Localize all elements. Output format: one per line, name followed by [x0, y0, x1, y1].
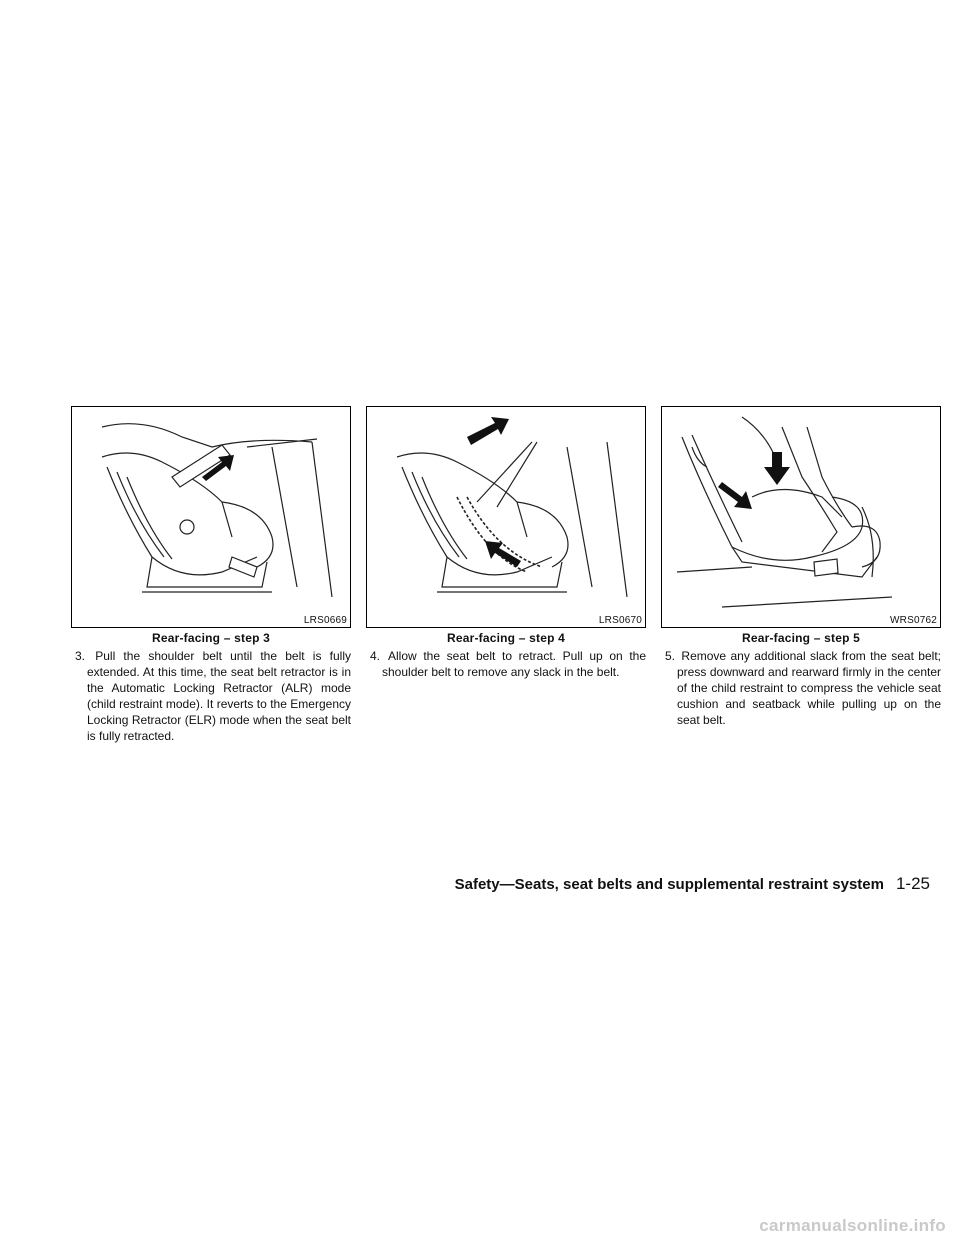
figure-caption: Rear-facing – step 3 — [151, 631, 271, 645]
figure-caption: Rear-facing – step 4 — [446, 631, 566, 645]
figure-rear-facing-step-5 — [661, 406, 941, 628]
step-number: 3. — [75, 649, 86, 663]
arrow-down-icon — [764, 452, 790, 485]
footer-section-title: Safety—Seats, seat belts and supplemental restraint system — [454, 876, 884, 893]
figure-code: LRS0669 — [303, 615, 347, 626]
arrow-up-icon — [467, 417, 509, 445]
step-3-column — [71, 406, 351, 744]
watermark: carmanualsonline.info — [759, 1216, 946, 1235]
figure-rear-facing-step-4 — [366, 406, 646, 628]
step-body: Allow the seat belt to retract. Pull up on the shoulder belt to remove any slack in the belt. — [382, 649, 646, 679]
child-seat-illustration-step-3 — [72, 407, 350, 627]
step-body: Pull the shoulder belt until the belt is fully extended. At this time, the seat belt retractor is in the Automatic Locking Retractor (ALR) mode (child restraint mode). It reverts to the Emergency Locking Retractor (ELR) mode when the seat belt is fully retracted. — [87, 649, 351, 743]
child-seat-illustration-step-5 — [662, 407, 940, 627]
step-3-text — [71, 648, 351, 744]
page-number: 1-25 — [895, 874, 930, 893]
child-seat-illustration-step-4 — [367, 407, 645, 627]
figure-code: WRS0762 — [890, 615, 937, 626]
step-number: 4. — [370, 649, 381, 663]
step-5-column — [661, 406, 941, 728]
figure-code: LRS0670 — [598, 615, 642, 626]
step-4-text — [366, 648, 646, 680]
step-4-column — [366, 406, 646, 680]
figure-caption: Rear-facing – step 5 — [741, 631, 861, 645]
figure-rear-facing-step-3 — [71, 406, 351, 628]
page-footer — [455, 874, 930, 894]
step-body: Remove any additional slack from the seat belt; press downward and rearward firmly in the center of the child restraint to compress the vehicle seat cushion and seatback while pulling up on the seat belt. — [677, 649, 941, 727]
arrow-down-icon — [718, 482, 752, 509]
step-5-text — [661, 648, 941, 728]
step-number: 5. — [665, 649, 676, 663]
